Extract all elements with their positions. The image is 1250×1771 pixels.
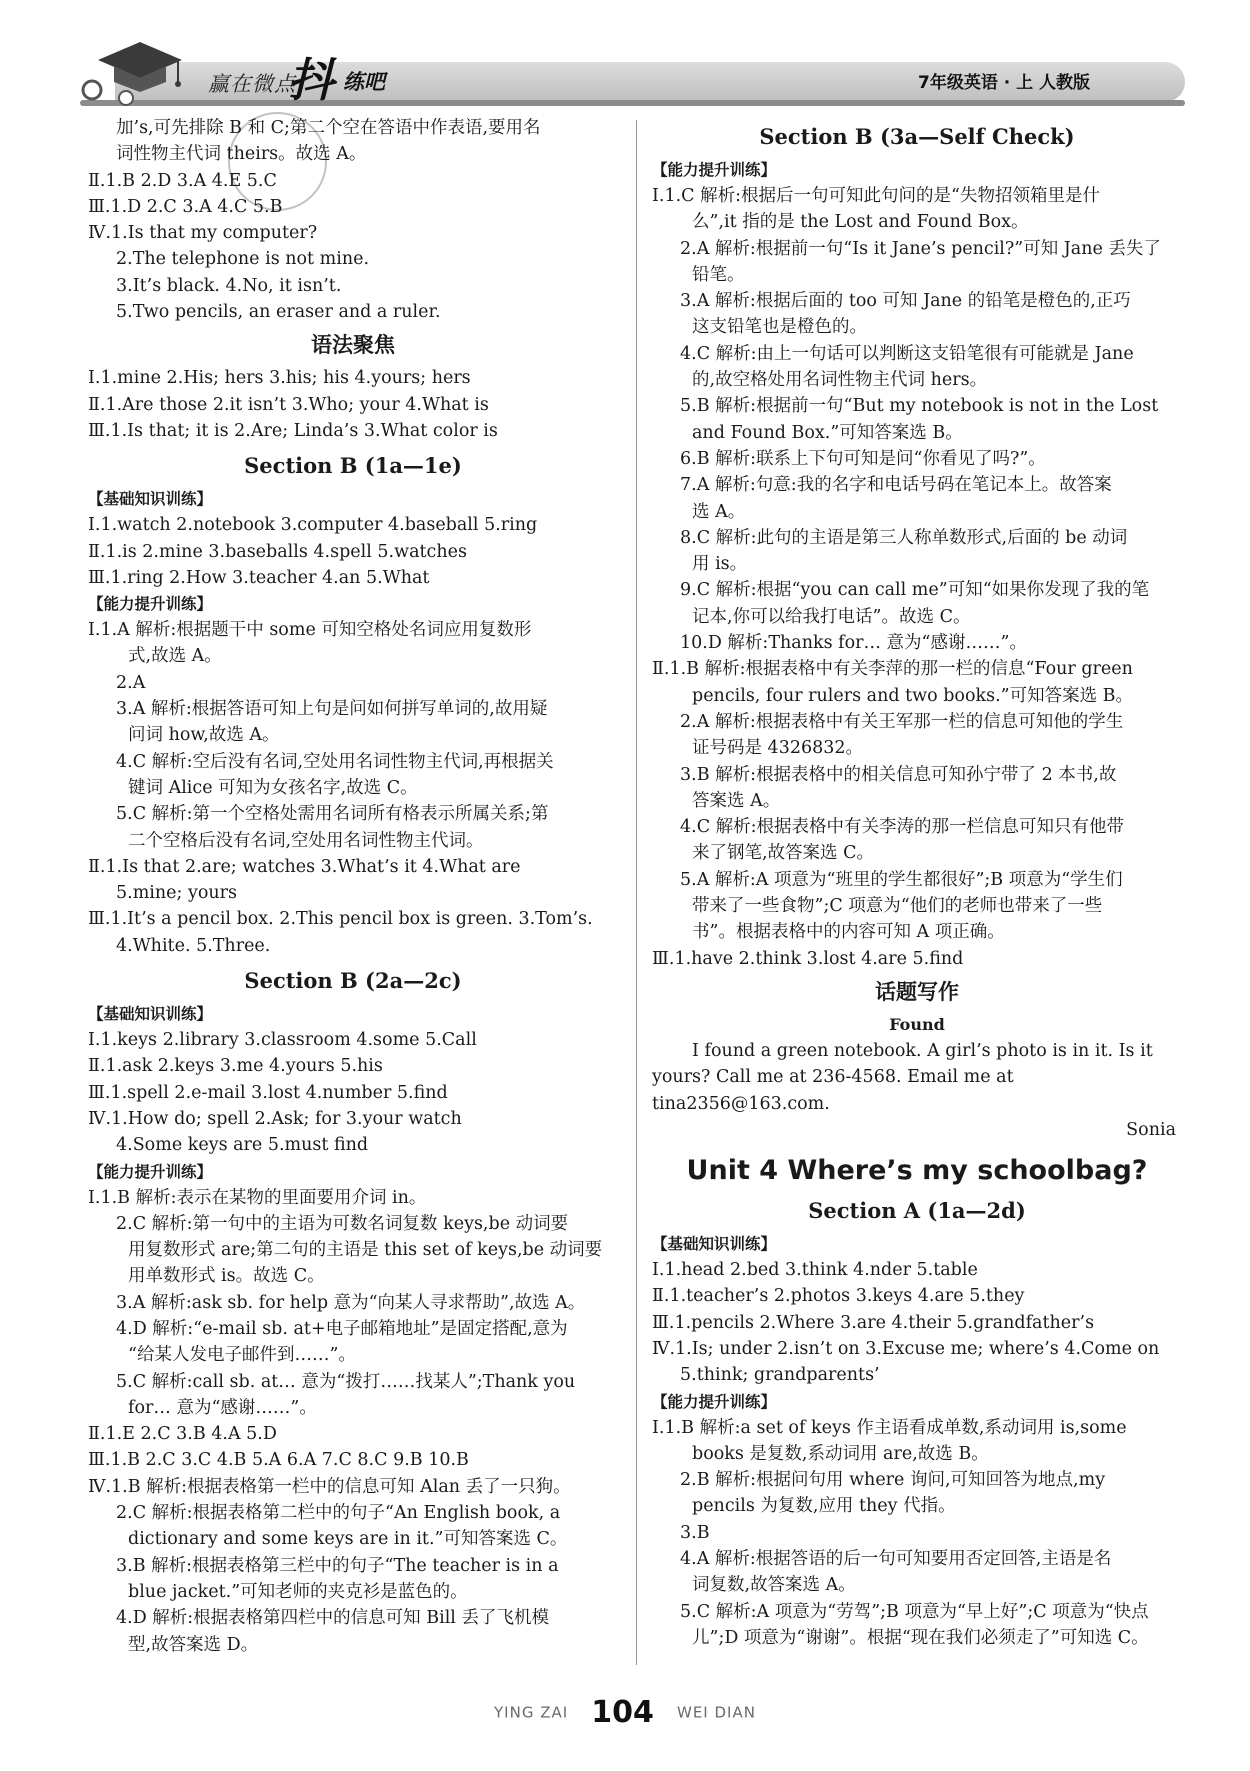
- answer-line: Ⅳ.1.Is that my computer?: [88, 223, 318, 244]
- answer-line: Ⅰ.1.watch 2.notebook 3.computer 4.baseball 5.ring: [88, 515, 538, 536]
- answer-line: Ⅰ.1.C 解析:根据后一句可知此句问的是“失物招领箱里是什: [652, 186, 1100, 206]
- answer-line: 4.D 解析:根据表格第四栏中的信息可知 Bill 丢了飞机模: [116, 1608, 549, 1629]
- answer-line: 答案选 A。: [692, 790, 781, 811]
- page-footer: [0, 1695, 1250, 1730]
- answer-line: 选 A。: [692, 501, 746, 522]
- answer-line: for… 意为“感谢……”。: [128, 1397, 317, 1418]
- answer-line: 5.Two pencils, an eraser and a ruler.: [116, 302, 441, 323]
- right-column: [652, 115, 1182, 1651]
- answer-line: 2.B 解析:根据问句用 where 询问,可知回答为地点,my: [680, 1470, 1106, 1491]
- answer-line: 3.A 解析:ask sb. for help 意为“向某人寻求帮助”,故选 A。: [116, 1292, 586, 1313]
- header-rule: [80, 100, 1185, 106]
- answer-line: 10.D 解析:Thanks for… 意为“感谢……”。: [680, 633, 1027, 654]
- header-slogan: 赢在微点: [208, 72, 296, 96]
- left-column: [88, 115, 618, 1658]
- header-brand: 抖: [288, 53, 334, 107]
- answer-line: 5.C 解析:第一个空格处需用名词所有格表示所属关系;第: [116, 804, 549, 825]
- answer-line: 记本,你可以给我打电话”。故选 C。: [692, 606, 971, 627]
- footer-right-text: WEI DIAN: [677, 1703, 756, 1722]
- answer-line: Ⅳ.1.Is; under 2.isn’t on 3.Excuse me; where’s 4.Come on: [652, 1338, 1160, 1359]
- answer-line: 5.mine; yours: [116, 883, 238, 904]
- answer-line: 3.B: [680, 1522, 710, 1543]
- answer-line: 4.C 解析:根据表格中有关李涛的那一栏信息可知只有他带: [680, 817, 1125, 838]
- section-heading: 话题写作: [875, 979, 959, 1004]
- answer-line: pencils, four rulers and two books.”可知答案选 B。: [692, 685, 1134, 706]
- training-label: 【基础知识训练】: [88, 1005, 213, 1024]
- training-label: 【能力提升训练】: [652, 161, 777, 179]
- answer-line: 键词 Alice 可知为女孩名字,故选 C。: [128, 777, 418, 798]
- answer-line: Ⅱ.1.teacher’s 2.photos 3.keys 4.are 5.they: [652, 1286, 1025, 1307]
- answer-line: 词性物主代词 theirs。故选 A。: [116, 144, 367, 165]
- graduation-cap-logo-icon: [78, 38, 188, 108]
- answer-line: Ⅱ.1.B 解析:根据表格中有关李萍的那一栏的信息“Four green: [652, 659, 1133, 680]
- answer-line: Ⅳ.1.How do; spell 2.Ask; for 3.your watch: [88, 1108, 462, 1129]
- answer-line: 问词 how,故选 A。: [128, 725, 280, 746]
- answer-line: Ⅱ.1.E 2.C 3.B 4.A 5.D: [88, 1424, 277, 1445]
- answer-line: 2.C 解析:根据表格第二栏中的句子“An English book, a: [116, 1503, 561, 1524]
- header-brand-suffix: 练吧: [343, 69, 385, 94]
- answer-line: Ⅲ.1.It’s a pencil box. 2.This pencil box is green. 3.Tom’s.: [88, 909, 593, 930]
- answer-line: 9.C 解析:根据“you can call me”可知“如果你发现了我的笔: [680, 580, 1150, 601]
- column-divider: [636, 120, 637, 1665]
- section-heading: Section B (3a—Self Check): [759, 124, 1075, 149]
- answer-line: 用单数形式 is。故选 C。: [128, 1266, 325, 1287]
- answer-line: 式,故选 A。: [128, 646, 222, 667]
- answer-line: 词复数,故答案选 A。: [692, 1575, 856, 1596]
- answer-line: Ⅰ.1.A 解析:根据题干中 some 可知空格处名词应用复数形: [88, 620, 532, 641]
- answer-line: Ⅳ.1.B 解析:根据表格第一栏中的信息可知 Alan 丢了一只狗。: [88, 1476, 571, 1497]
- answer-line: 5.C 解析:A 项意为“劳驾”;B 项意为“早上好”;C 项意为“快点: [680, 1601, 1149, 1622]
- section-heading: Section B (1a—1e): [244, 453, 462, 479]
- answer-line: 来了钢笔,故答案选 C。: [692, 843, 875, 864]
- answer-line: 2.A 解析:根据前一句“Is it Jane’s pencil?”可知 Jane 丢失了: [680, 238, 1161, 259]
- page-header: [0, 0, 1250, 125]
- composition-signature: Sonia: [1126, 1119, 1176, 1140]
- answer-line: 5.A 解析:A 项意为“班里的学生都很好”;B 项意为“学生们: [680, 869, 1123, 890]
- answer-line: 证号码是 4326832。: [692, 738, 864, 759]
- section-heading: Section A (1a—2d): [808, 1198, 1026, 1224]
- answer-line: 这支铅笔也是橙色的。: [692, 317, 867, 338]
- answer-line: Ⅲ.1.D 2.C 3.A 4.C 5.B: [88, 196, 283, 217]
- section-heading: 语法聚焦: [311, 333, 395, 358]
- answer-line: Ⅰ.1.mine 2.His; hers 3.his; his 4.yours; hers: [88, 368, 471, 389]
- answer-line: 3.It’s black. 4.No, it isn’t.: [116, 275, 342, 296]
- answer-line: 铅笔。: [692, 264, 745, 285]
- answer-line: 加’s,可先排除 B 和 C;第二个空在答语中作表语,要用名: [116, 118, 541, 138]
- answer-line: 5.C 解析:call sb. at… 意为“拨打……找某人”;Thank you: [116, 1371, 576, 1392]
- answer-line: blue jacket.”可知老师的夹克衫是蓝色的。: [128, 1581, 468, 1602]
- answer-line: 么”,it 指的是 the Lost and Found Box。: [692, 212, 1029, 233]
- answer-line: 带来了一些食物”;C 项意为“他们的老师也带来了一些: [692, 896, 1103, 917]
- answer-line: 儿”;D 项意为“谢谢”。根据“现在我们必须走了”可知选 C。: [692, 1627, 1149, 1648]
- answer-line: 4.C 解析:空后没有名词,空处用名词性物主代词,再根据关: [116, 751, 554, 772]
- answer-line: 2.A: [116, 672, 146, 693]
- answer-line: Ⅰ.1.B 解析:a set of keys 作主语看成单数,系动词用 is,some: [652, 1417, 1127, 1438]
- answer-line: Ⅲ.1.spell 2.e-mail 3.lost 4.number 5.find: [88, 1082, 448, 1103]
- answer-line: Ⅰ.1.B 解析:表示在某物的里面要用介词 in。: [88, 1187, 427, 1208]
- composition-title: Found: [889, 1014, 945, 1034]
- training-label: 【能力提升训练】: [88, 1162, 213, 1181]
- header-grade-edition: 7年级英语 · 上 人教版: [918, 73, 1091, 93]
- answer-line: 4.C 解析:由上一句话可以判断这支铅笔很有可能就是 Jane: [680, 343, 1134, 364]
- answer-line: Ⅲ.1.have 2.think 3.lost 4.are 5.find: [652, 948, 964, 969]
- answer-line: 二个空格后没有名词,空处用名词性物主代词。: [128, 830, 484, 851]
- answer-line: 2.C 解析:第一句中的主语为可数名词复数 keys,be 动词要: [116, 1213, 569, 1234]
- answer-line: Ⅱ.1.Are those 2.it isn’t 3.Who; your 4.What is: [88, 394, 489, 415]
- answer-line: 3.A 解析:根据答语可知上句是问如何拼写单词的,故用疑: [116, 699, 548, 720]
- unit-title: Unit 4 Where’s my schoolbag?: [686, 1155, 1148, 1187]
- answer-line: 用复数形式 are;第二句的主语是 this set of keys,be 动词要: [128, 1240, 603, 1261]
- answer-line: 2.A 解析:根据表格中有关王军那一栏的信息可知他的学生: [680, 711, 1124, 732]
- answer-line: 用 is。: [692, 554, 748, 575]
- answer-line: 4.D 解析:“e-mail sb. at+电子邮箱地址”是固定搭配,意为: [116, 1318, 568, 1339]
- answer-line: 5.think; grandparents’: [680, 1365, 880, 1386]
- answer-line: Ⅱ.1.B 2.D 3.A 4.E 5.C: [88, 170, 277, 191]
- answer-line: 型,故答案选 D。: [128, 1634, 259, 1655]
- answer-line: “给某人发电子邮件到……”。: [128, 1345, 356, 1366]
- answer-line: and Found Box.”可知答案选 B。: [692, 422, 963, 443]
- answer-line: 7.A 解析:句意:我的名字和电话号码在笔记本上。故答案: [680, 475, 1112, 496]
- answer-line: Ⅲ.1.ring 2.How 3.teacher 4.an 5.What: [88, 567, 430, 588]
- answer-line: Ⅱ.1.Is that 2.are; watches 3.What’s it 4.What are: [88, 856, 521, 877]
- answer-line: Ⅲ.1.pencils 2.Where 3.are 4.their 5.grandfather’s: [652, 1312, 1095, 1333]
- answer-line: pencils 为复数,应用 they 代指。: [692, 1496, 956, 1517]
- answer-line: Ⅲ.1.Is that; it is 2.Are; Linda’s 3.What color is: [88, 420, 498, 441]
- answer-line: 5.B 解析:根据前一句“But my notebook is not in the Lost: [680, 396, 1159, 417]
- training-label: 【基础知识训练】: [652, 1235, 777, 1254]
- answer-line: books 是复数,系动词用 are,故选 B。: [692, 1443, 989, 1464]
- page-number: 104: [591, 1695, 654, 1730]
- answer-line: Ⅲ.1.B 2.C 3.C 4.B 5.A 6.A 7.C 8.C 9.B 10.B: [88, 1450, 469, 1471]
- footer-left-text: YING ZAI: [494, 1703, 569, 1722]
- answer-line: 3.B 解析:根据表格第三栏中的句子“The teacher is in a: [116, 1555, 559, 1576]
- answer-line: 3.B 解析:根据表格中的相关信息可知孙宁带了 2 本书,故: [680, 764, 1117, 785]
- answer-line: 4.A 解析:根据答语的后一句可知要用否定回答,主语是名: [680, 1549, 1112, 1570]
- composition-body: I found a green notebook. A girl’s photo is in it. Is it yours? Call me at 236-4568. Email me at tina2356@163.com.: [652, 1040, 1153, 1114]
- answer-line: 4.Some keys are 5.must find: [116, 1135, 369, 1156]
- training-label: 【能力提升训练】: [88, 595, 213, 614]
- answer-line: dictionary and some keys are in it.”可知答案选 C。: [128, 1529, 568, 1550]
- answer-line: 书”。根据表格中的内容可知 A 项正确。: [692, 922, 1005, 943]
- answer-line: Ⅱ.1.ask 2.keys 3.me 4.yours 5.his: [88, 1056, 383, 1077]
- answer-line: Ⅱ.1.is 2.mine 3.baseballs 4.spell 5.watches: [88, 541, 467, 562]
- answer-line: 3.A 解析:根据后面的 too 可知 Jane 的铅笔是橙色的,正巧: [680, 291, 1131, 312]
- answer-line: 8.C 解析:此句的主语是第三人称单数形式,后面的 be 动词: [680, 527, 1128, 548]
- answer-line: Ⅰ.1.keys 2.library 3.classroom 4.some 5.Call: [88, 1030, 477, 1051]
- answer-line: 的,故空格处用名词性物主代词 hers。: [692, 370, 988, 391]
- answer-line: 6.B 解析:联系上下句可知是问“你看见了吗?”。: [680, 448, 1046, 469]
- training-label: 【能力提升训练】: [652, 1392, 777, 1411]
- section-heading: Section B (2a—2c): [244, 968, 462, 994]
- training-label: 【基础知识训练】: [88, 490, 213, 509]
- answer-line: 4.White. 5.Three.: [116, 935, 271, 956]
- answer-line: 2.The telephone is not mine.: [116, 249, 370, 270]
- answer-line: Ⅰ.1.head 2.bed 3.think 4.nder 5.table: [652, 1260, 978, 1281]
